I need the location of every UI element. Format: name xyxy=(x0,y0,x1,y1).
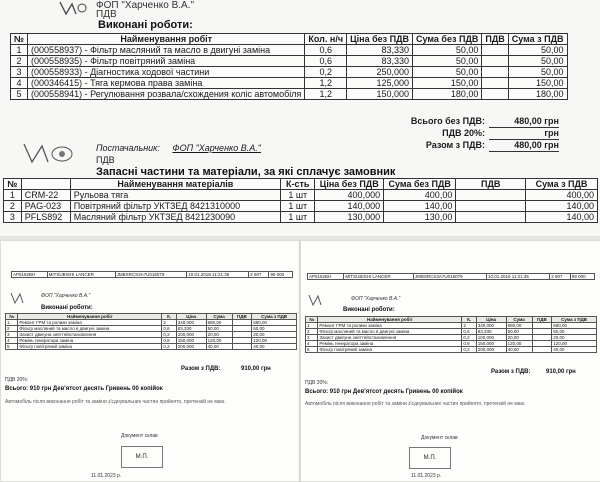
supplier-label: Постачальник: xyxy=(96,143,160,153)
total-label: ПДВ 20%: xyxy=(442,128,485,138)
mini-row: 4 Ремінь генератора заміна 0,8 150,000 120,00 120,00 xyxy=(6,338,297,344)
cell xyxy=(482,45,508,56)
mini-col-header: Сума з ПДВ xyxy=(552,317,597,323)
mini-works-table xyxy=(5,313,297,350)
cell: Рульова тяга xyxy=(70,190,280,201)
cell: 150,00 xyxy=(413,78,482,89)
mini-supplier: ФОП "Харченко В.А." xyxy=(41,293,91,299)
table-row xyxy=(11,78,568,89)
logo-icon xyxy=(18,138,78,168)
cell: (000558941) - Регулювання розвала/схождения колiс автомобiля xyxy=(28,89,305,100)
mini-vin: JMBSRCS3A7U015079 xyxy=(413,274,486,280)
cell: 50,00 xyxy=(508,67,567,78)
col-header: Сума без ПДВ xyxy=(384,179,456,190)
cell xyxy=(482,67,508,78)
mini-car-name: MITSUBISHI LANCER xyxy=(344,274,414,280)
cell: 3 xyxy=(11,67,28,78)
mini-works-title: Виконані роботи: xyxy=(41,305,93,311)
mini-car-row xyxy=(308,274,595,280)
totals-block xyxy=(385,116,559,152)
mini-date-small: 11.01.2023 р. xyxy=(91,473,122,479)
cell: 1 шт xyxy=(281,190,315,201)
cell: 130,00 xyxy=(384,212,456,223)
cell: 250,000 xyxy=(347,67,413,78)
mini-km: 2 907 xyxy=(249,272,269,278)
cell: 180,00 xyxy=(413,89,482,100)
cell: 83,330 xyxy=(347,45,413,56)
total-value: грн xyxy=(489,128,559,140)
cell: 0,6 xyxy=(305,56,347,67)
cell xyxy=(482,78,508,89)
parts-title: Запасні частини та матеріали, за які сплачує замовник xyxy=(96,166,396,178)
mini-legal: Автомобіль після виконання робіт та заміни з'єднувальних частин прийнято, претензій не маю. xyxy=(305,401,526,407)
mini-col-header: ПДВ xyxy=(532,317,552,323)
table-row xyxy=(11,89,568,100)
cell: 3 xyxy=(4,212,22,223)
col-header: Сума без ПДВ xyxy=(413,34,482,45)
mini-row: 5 Фільтр повітряний заміна 0,2 200,000 40,00 40,00 xyxy=(306,347,597,353)
total-value: 480,00 грн xyxy=(489,116,559,128)
parts-header-row xyxy=(4,179,598,190)
mini-date-small: 11.01.2023 р. xyxy=(411,473,442,479)
table-row xyxy=(4,201,598,212)
total-row xyxy=(385,140,559,152)
col-header: ПДВ xyxy=(482,34,508,45)
cell: 50,00 xyxy=(508,45,567,56)
cell: 5 xyxy=(11,89,28,100)
mini-row: 1 Ремонт ГРМ та ролики заміна 2 340,000 680,00 680,00 xyxy=(306,323,597,329)
cell: 2 xyxy=(4,201,22,212)
works-table xyxy=(10,33,568,100)
mini-supplier: ФОП "Харченко В.А." xyxy=(351,296,401,302)
mini-legal: Автомобіль після виконання робіт та заміни з'єднувальних частин прийнято, претензій не маю. xyxy=(5,399,226,405)
mini-col-header: Ціна xyxy=(476,317,506,323)
mini-total-value: 910,00 грн xyxy=(546,369,576,375)
cell: 1 xyxy=(4,190,22,201)
table-row xyxy=(4,190,598,201)
mini-works-table xyxy=(305,316,597,353)
cell: 1,2 xyxy=(305,89,347,100)
mini-car-table xyxy=(11,271,293,278)
mini-col-header: Найменування робіт xyxy=(318,317,462,323)
cell: 50,00 xyxy=(413,56,482,67)
cell xyxy=(482,56,508,67)
table-row xyxy=(11,67,568,78)
supplier-pdv: ПДВ xyxy=(96,155,115,165)
cell xyxy=(482,89,508,100)
mini-row: 1 Ремонт ГРМ та ролики заміна 2 340,000 680,00 680,00 xyxy=(6,320,297,326)
mini-col-header: Сума xyxy=(206,314,232,320)
col-header: К-сть xyxy=(281,179,315,190)
total-row xyxy=(385,128,559,140)
mini-doc-label: Документ склав xyxy=(421,435,458,441)
cell: PFLS892 xyxy=(21,212,70,223)
cell: 140,00 xyxy=(384,201,456,212)
mini-row: 5 Фільтр повітряний заміна 0,2 200,000 40,00 40,00 xyxy=(6,344,297,350)
cell: 0,6 xyxy=(305,45,347,56)
mini-sum: 99 000 xyxy=(269,272,293,278)
mini-row: 3 Захист двигуна зняття/встановлення 0,2 100,000 20,00 20,00 xyxy=(6,332,297,338)
table-row xyxy=(11,45,568,56)
mini-col-header: К. xyxy=(162,314,176,320)
mini-stamp: М.П. xyxy=(121,446,163,468)
mini-invoice-left xyxy=(0,240,300,482)
mini-sum: 99 000 xyxy=(570,274,594,280)
cell: (000558933) - Діагностика ходової частини xyxy=(28,67,305,78)
col-header xyxy=(21,179,70,190)
mini-doc-label: Документ склав xyxy=(121,433,158,439)
parts-table xyxy=(3,178,598,223)
mini-vin: JMBSRCS3A7U015079 xyxy=(115,272,187,278)
total-label: Всього без ПДВ: xyxy=(410,116,485,126)
cell: 400,00 xyxy=(526,190,598,201)
mini-car-row xyxy=(12,272,293,278)
mini-total-label: Разом з ПДВ: xyxy=(491,369,531,375)
mini-date: 10.01.2018 11:21:35 xyxy=(486,274,549,280)
mini-car-table xyxy=(307,273,595,280)
mini-col-header: № xyxy=(306,317,318,323)
mini-col-header: Найменування робіт xyxy=(18,314,162,320)
mini-stamp: М.П. xyxy=(409,447,451,469)
cell: 140,00 xyxy=(526,201,598,212)
col-header: ПДВ xyxy=(456,179,526,190)
cell: 1 шт xyxy=(281,212,315,223)
cell: Масляний фільтр УКТЗЕД 8421230090 xyxy=(70,212,280,223)
col-header: № xyxy=(11,34,28,45)
cell: (000558935) - Фільтр повітряний заміна xyxy=(28,56,305,67)
cell: 1 xyxy=(11,45,28,56)
cell: 1 шт xyxy=(281,201,315,212)
logo-icon xyxy=(52,0,92,22)
cell: 400,000 xyxy=(315,190,384,201)
mini-row: 2 Фільтр масляний та масло в двигуні заміна 0,6 83,330 50,00 50,00 xyxy=(6,326,297,332)
cell: 140,00 xyxy=(526,212,598,223)
cell xyxy=(456,212,526,223)
mini-col-header: ПДВ xyxy=(232,314,252,320)
mini-total-value: 910,00 грн xyxy=(241,366,271,372)
mini-row: 4 Ремінь генератора заміна 0,8 150,000 120,00 120,00 xyxy=(306,341,597,347)
cell: Повітряний фільтр УКТЗЕД 8421310000 xyxy=(70,201,280,212)
cell: 150,00 xyxy=(508,78,567,89)
supplier-line xyxy=(96,143,261,153)
table-row xyxy=(11,56,568,67)
mini-car-name: MITSUBISHI LANCER xyxy=(47,272,115,278)
works-title: Виконані роботи: xyxy=(98,19,193,31)
mini-col-header: Ціна xyxy=(176,314,206,320)
mini-pdv-line: ПДВ 20%: xyxy=(305,380,329,386)
supplier-name: ФОП "Харченко В.А." xyxy=(172,143,261,153)
logo-icon xyxy=(307,293,331,307)
mini-pdv-line: ПДВ 20%: xyxy=(5,377,29,383)
cell: 400,00 xyxy=(384,190,456,201)
mini-car-cell: AP5182BH xyxy=(12,272,48,278)
cell: 1,2 xyxy=(305,78,347,89)
cell: 2 xyxy=(11,56,28,67)
mini-words: Всього: 910 грн Дев'ятсот десять Гривень 00 копійок xyxy=(5,386,163,392)
cell: 50,00 xyxy=(508,56,567,67)
header-company-name: ФОП "Харченко В.А." xyxy=(96,0,195,11)
cell: 140,000 xyxy=(315,201,384,212)
mini-words: Всього: 910 грн Дев'ятсот десять Гривень 00 копійок xyxy=(305,389,463,395)
total-value: 480,00 грн xyxy=(489,140,559,152)
cell: 0,2 xyxy=(305,67,347,78)
col-header: Сума з ПДВ xyxy=(526,179,598,190)
cell: 50,00 xyxy=(413,67,482,78)
col-header: Сума з ПДВ xyxy=(508,34,567,45)
cell: 83,330 xyxy=(347,56,413,67)
col-header: Ціна без ПДВ xyxy=(347,34,413,45)
cell: 130,000 xyxy=(315,212,384,223)
cell: 50,00 xyxy=(413,45,482,56)
mini-col-header: Сума xyxy=(506,317,532,323)
col-header: Найменування матеріалів xyxy=(70,179,280,190)
cell: (000346415) - Тяга кермова права заміна xyxy=(28,78,305,89)
mini-col-header: К. xyxy=(462,317,476,323)
mini-km: 2 907 xyxy=(550,274,571,280)
cell: PAG-023 xyxy=(21,201,70,212)
cell: 125,000 xyxy=(347,78,413,89)
mini-col-header: Сума з ПДВ xyxy=(252,314,297,320)
mini-date: 10.01.2018 11:21:35 xyxy=(187,272,249,278)
cell: 4 xyxy=(11,78,28,89)
works-header-row xyxy=(11,34,568,45)
total-label: Разом з ПДВ: xyxy=(425,140,485,150)
mini-row: 2 Фільтр масляний та масло в двигуні заміна 0,6 83,330 50,00 50,00 xyxy=(306,329,597,335)
cell: 180,00 xyxy=(508,89,567,100)
total-row xyxy=(385,116,559,128)
table-row xyxy=(4,212,598,223)
mini-row: 3 Захист двигуна зняття/встановлення 0,2 100,000 20,00 20,00 xyxy=(306,335,597,341)
header-pdv: ПДВ xyxy=(96,9,117,20)
cell: (000558937) - Фільтр масляний та масло в двигуні заміна xyxy=(28,45,305,56)
col-header: Кол. н/ч xyxy=(305,34,347,45)
col-header: № xyxy=(4,179,22,190)
cell: CRM-22 xyxy=(21,190,70,201)
cell xyxy=(456,201,526,212)
cell: 150,000 xyxy=(347,89,413,100)
col-header: Найменування робіт xyxy=(28,34,305,45)
mini-invoice-right xyxy=(300,240,600,482)
mini-total-label: Разом з ПДВ: xyxy=(181,366,221,372)
mini-car-cell: AP5182BH xyxy=(308,274,344,280)
cell xyxy=(456,190,526,201)
logo-icon xyxy=(9,291,33,305)
mini-works-title: Виконані роботи: xyxy=(343,307,395,313)
mini-col-header: № xyxy=(6,314,18,320)
col-header: Ціна без ПДВ xyxy=(315,179,384,190)
